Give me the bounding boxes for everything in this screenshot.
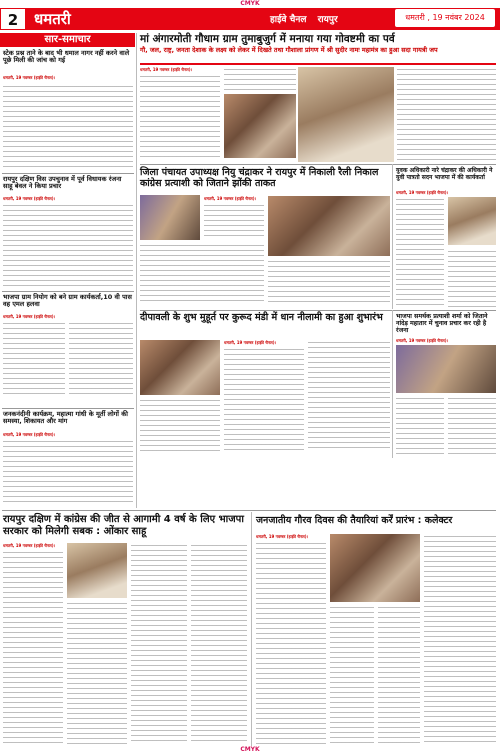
- divider: [2, 173, 134, 174]
- divider: [2, 510, 496, 511]
- story4-headline: दीपावली के शुभ मुहूर्त पर कुरूद मंडी में धान नीलामी का हुआ शुभारंभ: [140, 312, 383, 323]
- story6-headline: रायपुर दक्षिण में कांग्रेस की जीत से आगामी 4 वर्ष के लिए भाजपा सरकार को मिलेगी सबक : ओंकार साहू: [3, 514, 244, 537]
- story4-body-col3: [140, 398, 220, 452]
- sidebar-story-4-body: [3, 439, 133, 505]
- story6-body-col4: [191, 543, 247, 745]
- sidebar-story-2-body: [3, 203, 133, 288]
- column-rule: [392, 164, 393, 309]
- sidebar-section-label: सार-समाचार: [0, 33, 135, 47]
- sidebar-story-3-dateline: धमतरी, 19 नवम्बर (हाईवे चैनल)।: [3, 314, 56, 319]
- sidebar-story-4-headline: जनकनंदीनी कार्यक्रम, महात्मा गांधी के मूर्ती लोगों की समस्या, शिकायत और मांग: [3, 410, 128, 426]
- story2-photo-main: [268, 196, 390, 256]
- lead-photo-right: [298, 67, 394, 162]
- story6-photo: [67, 543, 127, 598]
- paper-name: [270, 12, 338, 25]
- sidebar-story-3-body-col2: [69, 321, 133, 396]
- story6-body-col3: [131, 543, 187, 745]
- story3-headline: युवक अधिकारी नारे चंद्राकर की अधिकारी ने युवी पात्रतो सदन भाजपा में की कार्यकर्ता: [396, 167, 493, 181]
- story2-body-col1: [204, 203, 264, 240]
- cmyk-mark-top: CMYK: [240, 0, 260, 7]
- story7-headline: जनजातीय गौरव दिवस की तैयारियां कर्रें प्रारंभ : कलेक्टर: [256, 515, 453, 526]
- sidebar-story-1-headline: स्टेक प्रश्न ताने के बाद भी धमाल नागर नहीं करने वाले पूछे मिली की जांच को गई: [3, 49, 130, 65]
- sidebar-story-1-body: [3, 84, 133, 170]
- story4-dateline: धमतरी, 19 नवम्बर (हाईवे चैनल)।: [224, 340, 277, 345]
- story2-body-col2: [140, 243, 264, 303]
- story5-headline: भाजपा समर्थक प्रत्याशी शर्मा को जिताने नांदेड़ महातार में चुनाव प्रचार कर रही है रंजना: [396, 313, 488, 335]
- cmyk-mark-bottom: CMYK: [240, 746, 260, 753]
- story3-body-col2: [448, 249, 496, 307]
- story2-headline: जिला पंचायत उपाध्यक्ष नियु चंद्राकर ने रायपुर में निकाली रैली निकाल कांग्रेस प्रत्याशी को जिताने झोंकी ताकत: [140, 167, 379, 189]
- story2-photo-small: [140, 195, 200, 240]
- sidebar-story-2-dateline: धमतरी, 19 नवम्बर (हाईवे चैनल)।: [3, 196, 56, 201]
- lead-headline: मां अंगारमोती गौधाम ग्राम तुमाबुजुर्ग में मनाया गया गोवष्टमी का पर्व: [140, 33, 395, 45]
- story4-body-col1: [224, 347, 304, 452]
- divider: [2, 408, 134, 409]
- lead-body-col3: [397, 67, 496, 162]
- lead-body-col2: [224, 67, 296, 91]
- story2-dateline: धमतरी, 19 नवम्बर (हाईवे चैनल)।: [204, 196, 257, 201]
- divider: [2, 291, 134, 292]
- story6-body-col1: [3, 550, 63, 745]
- story6-body-col2: [67, 601, 127, 745]
- section-title: धमतरी: [34, 10, 71, 28]
- divider: [140, 164, 496, 165]
- story3-body-col1: [396, 197, 444, 307]
- lead-body-col1: [140, 74, 220, 158]
- sidebar-story-1-dateline: धमतरी, 19 नवम्बर (हाईवे चैनल)।: [3, 75, 56, 80]
- story5-body-col1: [396, 396, 444, 454]
- paper-name-text: हाईवे चैनल: [270, 15, 307, 25]
- story2-body-col3: [268, 259, 390, 303]
- story7-photo: [330, 534, 420, 602]
- story4-photo: [140, 340, 220, 395]
- story7-dateline: धमतरी, 19 नवम्बर (हाईवे चैनल)।: [256, 534, 309, 539]
- lead-rule: [140, 63, 496, 65]
- story3-photo: [448, 197, 496, 245]
- lead-photo-left: [224, 94, 296, 158]
- divider: [140, 310, 496, 311]
- story6-dateline: धमतरी, 19 नवम्बर (हाईवे चैनल)।: [3, 543, 56, 548]
- sidebar-story-4-dateline: धमतरी, 19 नवम्बर (हाईवे चैनल)।: [3, 432, 56, 437]
- story7-body-col4: [424, 534, 496, 745]
- story3-dateline: धमतरी, 19 नवम्बर (हाईवे चैनल)।: [396, 190, 449, 195]
- column-rule: [392, 310, 393, 458]
- column-rule: [251, 512, 252, 746]
- city-name: रायपुर: [317, 15, 338, 25]
- story5-photo: [396, 345, 496, 393]
- page-number: 2: [0, 8, 26, 30]
- story5-body-col2: [448, 396, 496, 454]
- story5-dateline: धमतरी, 19 नवम्बर (हाईवे चैनल)।: [396, 338, 449, 343]
- sidebar-story-3-headline: भाजपा ग्राम नियोग को बने ग्राम कार्यकर्ता,10 वी पास वह एमल हलवा: [3, 293, 132, 309]
- sidebar-story-3-body: [3, 321, 65, 396]
- column-rule: [136, 33, 137, 508]
- story7-body-col1: [256, 541, 326, 745]
- lead-subheadline: गौ, जल, राष्ट्र, जनता देशाक के लक्ष्य को लेकर में दिखते तथा गौशाला प्रांगण में श्री सुदीर नामः महामंत्र का हुआ सदा गायत्री जप: [140, 46, 438, 54]
- story7-body-col2: [330, 605, 374, 745]
- story7-body-col3: [378, 605, 420, 745]
- issue-date: धमतरी , 19 नवंबर 2024: [395, 9, 495, 27]
- sidebar-story-2-headline: रायपुर दक्षिण विस उपचुनाव में पूर्व विधायक रंजना साहू बेवल ने किया प्रचार: [3, 175, 122, 191]
- story4-body-col2: [308, 340, 390, 452]
- lead-dateline: धमतरी, 19 नवम्बर (हाईवे चैनल)।: [140, 67, 193, 72]
